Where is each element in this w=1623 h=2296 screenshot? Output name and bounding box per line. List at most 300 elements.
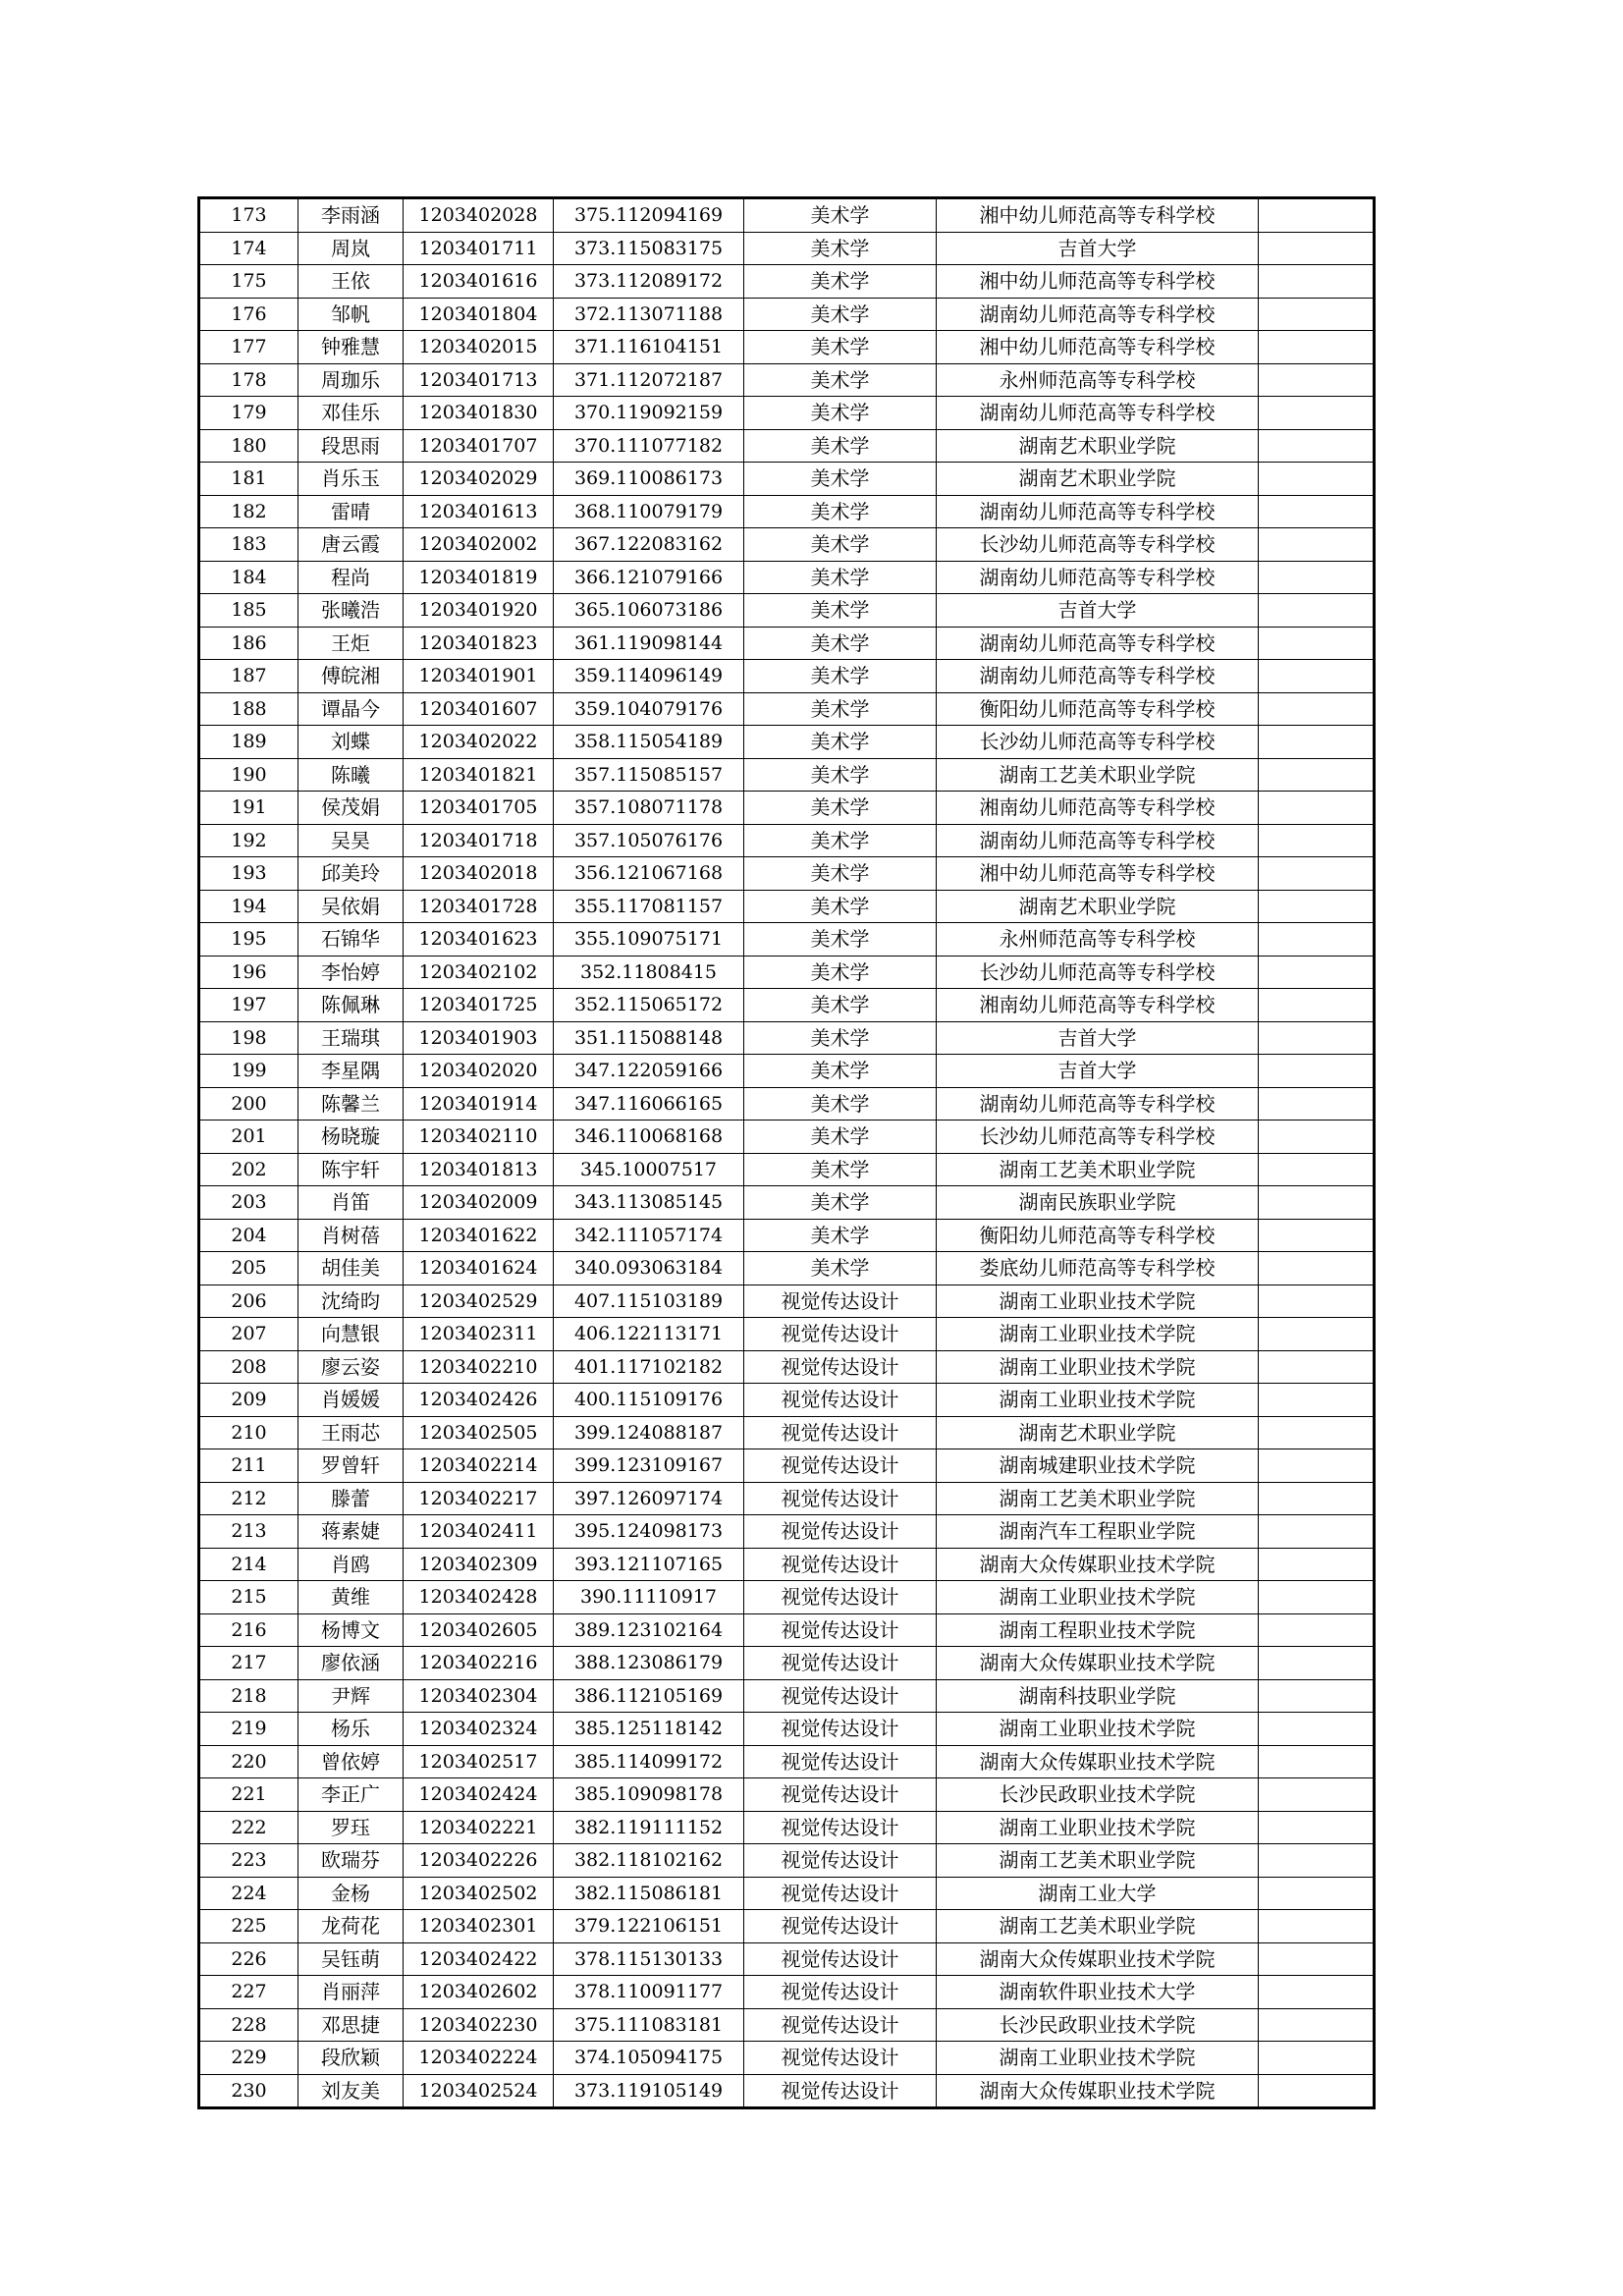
rank-cell: 225 <box>199 1910 298 1943</box>
major-cell: 美术学 <box>744 1121 937 1154</box>
rank-cell: 177 <box>199 331 298 364</box>
name-cell: 王瑞琪 <box>298 1021 404 1055</box>
table-row <box>199 956 1375 989</box>
admission-roster-table <box>197 196 1376 2109</box>
name-cell: 杨乐 <box>298 1713 404 1746</box>
table-row <box>199 397 1375 430</box>
table-row <box>199 1976 1375 2009</box>
name-cell: 李正广 <box>298 1778 404 1812</box>
remark-cell <box>1259 1976 1375 2009</box>
rank-cell: 223 <box>199 1844 298 1878</box>
remark-cell <box>1259 923 1375 957</box>
remark-cell <box>1259 1713 1375 1746</box>
candidate-id-cell: 1203402015 <box>404 331 554 364</box>
rank-cell: 215 <box>199 1581 298 1614</box>
major-cell: 美术学 <box>744 232 937 265</box>
rank-cell: 180 <box>199 429 298 463</box>
rank-cell: 205 <box>199 1252 298 1285</box>
rank-cell: 210 <box>199 1416 298 1449</box>
table-row <box>199 923 1375 957</box>
name-cell: 周岚 <box>298 232 404 265</box>
rank-cell: 222 <box>199 1811 298 1844</box>
table-row <box>199 1613 1375 1647</box>
score-cell: 399.123109167 <box>554 1449 744 1483</box>
major-cell: 美术学 <box>744 923 937 957</box>
score-cell: 385.109098178 <box>554 1778 744 1812</box>
score-cell: 386.112105169 <box>554 1679 744 1713</box>
candidate-id-cell: 1203402529 <box>404 1285 554 1318</box>
rank-cell: 186 <box>199 627 298 660</box>
name-cell: 王炬 <box>298 627 404 660</box>
table-row <box>199 1515 1375 1549</box>
major-cell: 美术学 <box>744 660 937 693</box>
score-cell: 379.122106151 <box>554 1910 744 1943</box>
score-cell: 406.122113171 <box>554 1318 744 1351</box>
candidate-id-cell: 1203402221 <box>404 1811 554 1844</box>
school-cell: 湘南幼儿师范高等专科学校 <box>937 989 1259 1022</box>
remark-cell <box>1259 528 1375 562</box>
school-cell: 吉首大学 <box>937 1055 1259 1088</box>
score-cell: 357.108071178 <box>554 792 744 825</box>
remark-cell <box>1259 792 1375 825</box>
remark-cell <box>1259 758 1375 792</box>
rank-cell: 199 <box>199 1055 298 1088</box>
candidate-id-cell: 1203401623 <box>404 923 554 957</box>
major-cell: 视觉传达设计 <box>744 1910 937 1943</box>
school-cell: 吉首大学 <box>937 232 1259 265</box>
school-cell: 湖南工业大学 <box>937 1877 1259 1910</box>
rank-cell: 201 <box>199 1121 298 1154</box>
school-cell: 湖南工程职业技术学院 <box>937 1613 1259 1647</box>
major-cell: 美术学 <box>744 1055 937 1088</box>
major-cell: 美术学 <box>744 1087 937 1121</box>
name-cell: 李雨涵 <box>298 198 404 233</box>
school-cell: 湖南工业职业技术学院 <box>937 1384 1259 1417</box>
name-cell: 肖丽萍 <box>298 1976 404 2009</box>
score-cell: 356.121067168 <box>554 857 744 891</box>
school-cell: 吉首大学 <box>937 594 1259 628</box>
remark-cell <box>1259 1778 1375 1812</box>
remark-cell <box>1259 1350 1375 1384</box>
score-cell: 388.123086179 <box>554 1647 744 1680</box>
major-cell: 美术学 <box>744 692 937 726</box>
roster-body <box>199 198 1375 2108</box>
table-row <box>199 1087 1375 1121</box>
table-row <box>199 1318 1375 1351</box>
rank-cell: 189 <box>199 726 298 759</box>
score-cell: 371.112072187 <box>554 363 744 397</box>
major-cell: 美术学 <box>744 397 937 430</box>
name-cell: 肖笛 <box>298 1186 404 1220</box>
score-cell: 351.115088148 <box>554 1021 744 1055</box>
candidate-id-cell: 1203401616 <box>404 265 554 299</box>
table-row <box>199 561 1375 594</box>
remark-cell <box>1259 660 1375 693</box>
candidate-id-cell: 1203401901 <box>404 660 554 693</box>
school-cell: 湘中幼儿师范高等专科学校 <box>937 331 1259 364</box>
major-cell: 美术学 <box>744 429 937 463</box>
score-cell: 372.113071188 <box>554 298 744 331</box>
major-cell: 美术学 <box>744 463 937 496</box>
table-row <box>199 1877 1375 1910</box>
school-cell: 湖南工业职业技术学院 <box>937 1350 1259 1384</box>
rank-cell: 191 <box>199 792 298 825</box>
major-cell: 视觉传达设计 <box>744 1647 937 1680</box>
name-cell: 吴昊 <box>298 824 404 857</box>
rank-cell: 221 <box>199 1778 298 1812</box>
rank-cell: 194 <box>199 890 298 923</box>
score-cell: 347.122059166 <box>554 1055 744 1088</box>
major-cell: 视觉传达设计 <box>744 1811 937 1844</box>
score-cell: 358.115054189 <box>554 726 744 759</box>
remark-cell <box>1259 2074 1375 2108</box>
table-row <box>199 1449 1375 1483</box>
score-cell: 355.117081157 <box>554 890 744 923</box>
candidate-id-cell: 1203402424 <box>404 1778 554 1812</box>
major-cell: 美术学 <box>744 495 937 528</box>
score-cell: 347.116066165 <box>554 1087 744 1121</box>
school-cell: 长沙幼儿师范高等专科学校 <box>937 1121 1259 1154</box>
remark-cell <box>1259 1219 1375 1252</box>
candidate-id-cell: 1203401920 <box>404 594 554 628</box>
school-cell: 长沙民政职业技术学院 <box>937 2008 1259 2042</box>
score-cell: 340.093063184 <box>554 1252 744 1285</box>
school-cell: 湖南幼儿师范高等专科学校 <box>937 1087 1259 1121</box>
remark-cell <box>1259 1679 1375 1713</box>
name-cell: 段欣颖 <box>298 2042 404 2075</box>
score-cell: 357.115085157 <box>554 758 744 792</box>
rank-cell: 178 <box>199 363 298 397</box>
table-row <box>199 1055 1375 1088</box>
table-row <box>199 363 1375 397</box>
school-cell: 湖南艺术职业学院 <box>937 429 1259 463</box>
school-cell: 湖南工业职业技术学院 <box>937 2042 1259 2075</box>
major-cell: 美术学 <box>744 956 937 989</box>
score-cell: 407.115103189 <box>554 1285 744 1318</box>
score-cell: 395.124098173 <box>554 1515 744 1549</box>
name-cell: 谭晶今 <box>298 692 404 726</box>
rank-cell: 183 <box>199 528 298 562</box>
rank-cell: 182 <box>199 495 298 528</box>
remark-cell <box>1259 232 1375 265</box>
score-cell: 343.113085145 <box>554 1186 744 1220</box>
name-cell: 周珈乐 <box>298 363 404 397</box>
major-cell: 视觉传达设计 <box>744 1416 937 1449</box>
table-row <box>199 594 1375 628</box>
major-cell: 美术学 <box>744 1021 937 1055</box>
candidate-id-cell: 1203402301 <box>404 1910 554 1943</box>
name-cell: 罗珏 <box>298 1811 404 1844</box>
rank-cell: 212 <box>199 1482 298 1515</box>
rank-cell: 213 <box>199 1515 298 1549</box>
name-cell: 蒋素婕 <box>298 1515 404 1549</box>
school-cell: 湖南幼儿师范高等专科学校 <box>937 824 1259 857</box>
table-row <box>199 627 1375 660</box>
remark-cell <box>1259 989 1375 1022</box>
school-cell: 湖南大众传媒职业技术学院 <box>937 1942 1259 1976</box>
name-cell: 雷晴 <box>298 495 404 528</box>
name-cell: 向慧银 <box>298 1318 404 1351</box>
score-cell: 352.11808415 <box>554 956 744 989</box>
score-cell: 357.105076176 <box>554 824 744 857</box>
remark-cell <box>1259 824 1375 857</box>
candidate-id-cell: 1203401707 <box>404 429 554 463</box>
rank-cell: 198 <box>199 1021 298 1055</box>
candidate-id-cell: 1203401830 <box>404 397 554 430</box>
school-cell: 湖南幼儿师范高等专科学校 <box>937 298 1259 331</box>
school-cell: 娄底幼儿师范高等专科学校 <box>937 1252 1259 1285</box>
major-cell: 视觉传达设计 <box>744 1515 937 1549</box>
remark-cell <box>1259 463 1375 496</box>
remark-cell <box>1259 956 1375 989</box>
major-cell: 美术学 <box>744 824 937 857</box>
candidate-id-cell: 1203402602 <box>404 1976 554 2009</box>
name-cell: 廖依涵 <box>298 1647 404 1680</box>
remark-cell <box>1259 1811 1375 1844</box>
rank-cell: 184 <box>199 561 298 594</box>
candidate-id-cell: 1203402110 <box>404 1121 554 1154</box>
remark-cell <box>1259 692 1375 726</box>
school-cell: 湘中幼儿师范高等专科学校 <box>937 265 1259 299</box>
remark-cell <box>1259 1515 1375 1549</box>
candidate-id-cell: 1203401718 <box>404 824 554 857</box>
remark-cell <box>1259 890 1375 923</box>
name-cell: 陈宇轩 <box>298 1153 404 1186</box>
rank-cell: 185 <box>199 594 298 628</box>
candidate-id-cell: 1203401725 <box>404 989 554 1022</box>
major-cell: 美术学 <box>744 792 937 825</box>
name-cell: 金杨 <box>298 1877 404 1910</box>
score-cell: 375.111083181 <box>554 2008 744 2042</box>
remark-cell <box>1259 1153 1375 1186</box>
candidate-id-cell: 1203402428 <box>404 1581 554 1614</box>
table-row <box>199 1021 1375 1055</box>
rank-cell: 173 <box>199 198 298 233</box>
school-cell: 湖南幼儿师范高等专科学校 <box>937 397 1259 430</box>
name-cell: 刘蝶 <box>298 726 404 759</box>
school-cell: 衡阳幼儿师范高等专科学校 <box>937 692 1259 726</box>
table-row <box>199 824 1375 857</box>
score-cell: 342.111057174 <box>554 1219 744 1252</box>
school-cell: 湖南大众传媒职业技术学院 <box>937 2074 1259 2108</box>
major-cell: 美术学 <box>744 363 937 397</box>
remark-cell <box>1259 2042 1375 2075</box>
candidate-id-cell: 1203402422 <box>404 1942 554 1976</box>
table-row <box>199 726 1375 759</box>
remark-cell <box>1259 1252 1375 1285</box>
score-cell: 368.110079179 <box>554 495 744 528</box>
remark-cell <box>1259 265 1375 299</box>
remark-cell <box>1259 1449 1375 1483</box>
school-cell: 湖南艺术职业学院 <box>937 463 1259 496</box>
candidate-id-cell: 1203402524 <box>404 2074 554 2108</box>
name-cell: 王依 <box>298 265 404 299</box>
name-cell: 陈曦 <box>298 758 404 792</box>
remark-cell <box>1259 1482 1375 1515</box>
score-cell: 359.114096149 <box>554 660 744 693</box>
remark-cell <box>1259 1745 1375 1778</box>
remark-cell <box>1259 1581 1375 1614</box>
name-cell: 程尚 <box>298 561 404 594</box>
major-cell: 视觉传达设计 <box>744 1318 937 1351</box>
remark-cell <box>1259 594 1375 628</box>
rank-cell: 192 <box>199 824 298 857</box>
school-cell: 湖南幼儿师范高等专科学校 <box>937 627 1259 660</box>
table-row <box>199 660 1375 693</box>
school-cell: 湖南艺术职业学院 <box>937 890 1259 923</box>
school-cell: 湘中幼儿师范高等专科学校 <box>937 198 1259 233</box>
score-cell: 385.125118142 <box>554 1713 744 1746</box>
score-cell: 390.11110917 <box>554 1581 744 1614</box>
table-row <box>199 1910 1375 1943</box>
candidate-id-cell: 1203401624 <box>404 1252 554 1285</box>
name-cell: 肖媛媛 <box>298 1384 404 1417</box>
rank-cell: 174 <box>199 232 298 265</box>
remark-cell <box>1259 857 1375 891</box>
candidate-id-cell: 1203402102 <box>404 956 554 989</box>
remark-cell <box>1259 1318 1375 1351</box>
rank-cell: 216 <box>199 1613 298 1647</box>
score-cell: 366.121079166 <box>554 561 744 594</box>
name-cell: 曾依婷 <box>298 1745 404 1778</box>
school-cell: 湖南工艺美术职业学院 <box>937 1910 1259 1943</box>
remark-cell <box>1259 1910 1375 1943</box>
remark-cell <box>1259 1285 1375 1318</box>
score-cell: 400.115109176 <box>554 1384 744 1417</box>
candidate-id-cell: 1203402309 <box>404 1548 554 1581</box>
rank-cell: 179 <box>199 397 298 430</box>
score-cell: 397.126097174 <box>554 1482 744 1515</box>
major-cell: 美术学 <box>744 1153 937 1186</box>
school-cell: 长沙民政职业技术学院 <box>937 1778 1259 1812</box>
remark-cell <box>1259 1186 1375 1220</box>
candidate-id-cell: 1203401613 <box>404 495 554 528</box>
table-row <box>199 1778 1375 1812</box>
name-cell: 张曦浩 <box>298 594 404 628</box>
rank-cell: 209 <box>199 1384 298 1417</box>
school-cell: 湖南软件职业技术大学 <box>937 1976 1259 2009</box>
rank-cell: 220 <box>199 1745 298 1778</box>
name-cell: 陈佩琳 <box>298 989 404 1022</box>
table-row <box>199 1350 1375 1384</box>
candidate-id-cell: 1203402216 <box>404 1647 554 1680</box>
major-cell: 视觉传达设计 <box>744 1679 937 1713</box>
table-row <box>199 1811 1375 1844</box>
candidate-id-cell: 1203402502 <box>404 1877 554 1910</box>
score-cell: 382.118102162 <box>554 1844 744 1878</box>
school-cell: 湖南幼儿师范高等专科学校 <box>937 660 1259 693</box>
name-cell: 杨晓璇 <box>298 1121 404 1154</box>
name-cell: 欧瑞芬 <box>298 1844 404 1878</box>
candidate-id-cell: 1203402210 <box>404 1350 554 1384</box>
school-cell: 湖南幼儿师范高等专科学校 <box>937 495 1259 528</box>
score-cell: 373.119105149 <box>554 2074 744 2108</box>
table-row <box>199 1285 1375 1318</box>
name-cell: 钟雅慧 <box>298 331 404 364</box>
remark-cell <box>1259 397 1375 430</box>
table-row <box>199 463 1375 496</box>
rank-cell: 193 <box>199 857 298 891</box>
rank-cell: 207 <box>199 1318 298 1351</box>
name-cell: 邓佳乐 <box>298 397 404 430</box>
major-cell: 视觉传达设计 <box>744 2074 937 2108</box>
table-row <box>199 1679 1375 1713</box>
score-cell: 359.104079176 <box>554 692 744 726</box>
candidate-id-cell: 1203402311 <box>404 1318 554 1351</box>
major-cell: 视觉传达设计 <box>744 1745 937 1778</box>
major-cell: 美术学 <box>744 1186 937 1220</box>
remark-cell <box>1259 1055 1375 1088</box>
candidate-id-cell: 1203402517 <box>404 1745 554 1778</box>
major-cell: 视觉传达设计 <box>744 1384 937 1417</box>
score-cell: 393.121107165 <box>554 1548 744 1581</box>
score-cell: 352.115065172 <box>554 989 744 1022</box>
score-cell: 371.116104151 <box>554 331 744 364</box>
major-cell: 视觉传达设计 <box>744 1778 937 1812</box>
table-row <box>199 1745 1375 1778</box>
major-cell: 美术学 <box>744 198 937 233</box>
major-cell: 视觉传达设计 <box>744 1942 937 1976</box>
major-cell: 美术学 <box>744 857 937 891</box>
rank-cell: 176 <box>199 298 298 331</box>
school-cell: 湖南大众传媒职业技术学院 <box>937 1745 1259 1778</box>
major-cell: 视觉传达设计 <box>744 1877 937 1910</box>
candidate-id-cell: 1203401823 <box>404 627 554 660</box>
name-cell: 邱美玲 <box>298 857 404 891</box>
candidate-id-cell: 1203401728 <box>404 890 554 923</box>
score-cell: 401.117102182 <box>554 1350 744 1384</box>
score-cell: 382.115086181 <box>554 1877 744 1910</box>
major-cell: 视觉传达设计 <box>744 1482 937 1515</box>
rank-cell: 217 <box>199 1647 298 1680</box>
rank-cell: 227 <box>199 1976 298 2009</box>
major-cell: 美术学 <box>744 726 937 759</box>
school-cell: 湘南幼儿师范高等专科学校 <box>937 792 1259 825</box>
rank-cell: 224 <box>199 1877 298 1910</box>
score-cell: 369.110086173 <box>554 463 744 496</box>
major-cell: 美术学 <box>744 561 937 594</box>
remark-cell <box>1259 726 1375 759</box>
name-cell: 邹帆 <box>298 298 404 331</box>
school-cell: 湖南工艺美术职业学院 <box>937 1482 1259 1515</box>
remark-cell <box>1259 1548 1375 1581</box>
score-cell: 374.105094175 <box>554 2042 744 2075</box>
school-cell: 湖南工艺美术职业学院 <box>937 1844 1259 1878</box>
score-cell: 378.110091177 <box>554 1976 744 2009</box>
school-cell: 吉首大学 <box>937 1021 1259 1055</box>
school-cell: 长沙幼儿师范高等专科学校 <box>937 528 1259 562</box>
candidate-id-cell: 1203402009 <box>404 1186 554 1220</box>
name-cell: 吴依娟 <box>298 890 404 923</box>
candidate-id-cell: 1203401607 <box>404 692 554 726</box>
table-row <box>199 1384 1375 1417</box>
candidate-id-cell: 1203402214 <box>404 1449 554 1483</box>
table-row <box>199 2042 1375 2075</box>
candidate-id-cell: 1203402304 <box>404 1679 554 1713</box>
table-row <box>199 1581 1375 1614</box>
rank-cell: 228 <box>199 2008 298 2042</box>
name-cell: 邓思捷 <box>298 2008 404 2042</box>
major-cell: 视觉传达设计 <box>744 1613 937 1647</box>
school-cell: 湖南工艺美术职业学院 <box>937 1153 1259 1186</box>
rank-cell: 200 <box>199 1087 298 1121</box>
table-row <box>199 495 1375 528</box>
name-cell: 侯茂娟 <box>298 792 404 825</box>
table-row <box>199 857 1375 891</box>
school-cell: 永州师范高等专科学校 <box>937 363 1259 397</box>
rank-cell: 175 <box>199 265 298 299</box>
school-cell: 永州师范高等专科学校 <box>937 923 1259 957</box>
